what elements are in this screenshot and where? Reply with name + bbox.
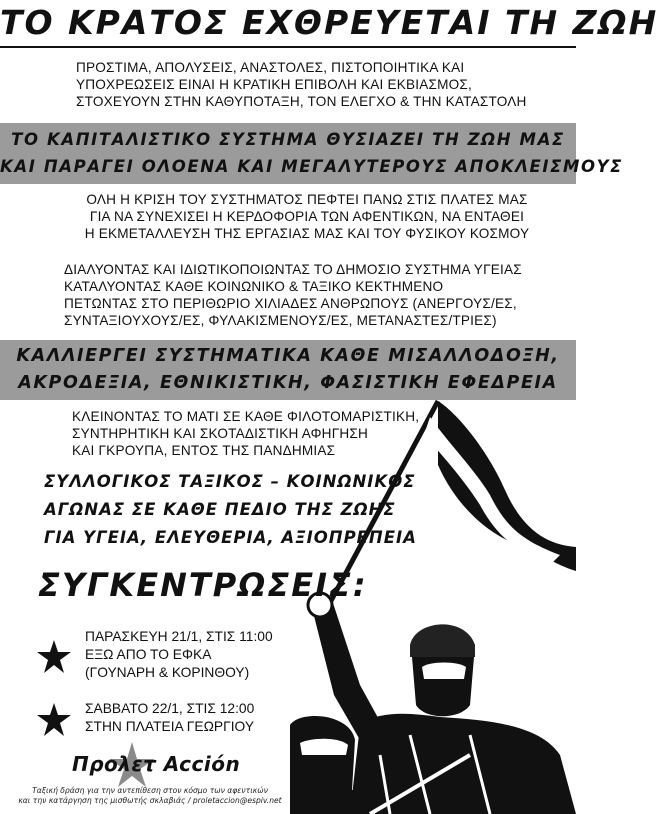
banner-line: ΚΑΙ ΠΑΡΑΓΕΙ ΟΛΟΕΝΑ ΚΑΙ ΜΕΓΑΛΥΤΕΡΟΥΣ ΑΠΟΚΛΕΙΣΜΟΥΣ [0,157,624,176]
closing-line: ΣΥΝΤΗΡΗΤΙΚΗ ΚΑΙ ΣΚΟΤΑΔΙΣΤΙΚΗ ΑΦΗΓΗΣΗ [72,426,369,441]
closing-line: ΚΑΙ ΓΚΡΟΥΠΑ, ΕΝΤΟΣ ΤΗΣ ΠΑΝΔΗΜΙΑΣ [72,443,336,458]
crisis-paragraph [74,191,540,242]
body [350,714,576,814]
event-line: (ΓΟΥΝΑΡΗ & ΚΟΡΙΝΘΟΥ) [85,665,250,680]
slogan-line: ΣΥΛΛΟΓΙΚΟΣ ΤΑΞΙΚΟΣ – ΚΟΙΝΩΝΙΚΟΣ [44,472,416,491]
banner-capitalism [0,123,624,184]
slogan-block [44,468,417,552]
beanie [410,624,475,657]
title-band [0,0,658,48]
footer-line: Ταξική δράση για την αντεπίθεση στον κόσμο των αφεντικών [32,786,268,795]
closing-paragraph [72,408,419,459]
intro-line: ΥΠΟΧΡΕΩΣΕΙΣ ΕΙΝΑΙ Η ΚΡΑΤΙΚΗ ΕΠΙΒΟΛΗ ΚΑΙ ΕΚΒΙΑΣΜΟΣ, [76,77,472,92]
footer [0,786,300,806]
event-line: ΣΤΗΝ ΠΛΑΤΕΙΑ ΓΕΩΡΓΙΟΥ [85,719,255,734]
event-line: ΠΑΡΑΣΚΕΥΗ 21/1, ΣΤΙΣ 11:00 [85,629,273,644]
slogan-line: ΓΙΑ ΥΓΕΙΑ, ΕΛΕΥΘΕΡΙΑ, ΑΞΙΟΠΡΕΠΕΙΑ [44,528,417,547]
event-line: ΕΞΩ ΑΠΟ ΤΟ ΕΦΚΑ [85,647,212,662]
flag-cloth [438,401,576,571]
star-icon [36,703,72,737]
health-paragraph [64,261,522,329]
logo-text: Προλετ Acción [72,752,241,776]
event-friday [85,628,273,682]
event-saturday [85,700,254,736]
health-line: ΣΥΝΤΑΞΙΟΥΧΟΥΣ/ΕΣ, ΦΥΛΑΚΙΣΜΕΝΟΥΣ/ΕΣ, ΜΕΤΑΝΑΣΤΕΣ/ΤΡΙΕΣ) [64,313,497,328]
slogan-line: ΑΓΩΝΑΣ ΣΕ ΚΑΘΕ ΠΕΔΙΟ ΤΗΣ ΖΩΗΣ [44,500,396,519]
footer-line: και την κατάργηση της μισθωτής σκλαβιάς / proletaccion@espiv.net [18,796,282,805]
banner-farright [0,340,576,400]
intro-line: ΠΡΟΣΤΙΜΑ, ΑΠΟΛΥΣΕΙΣ, ΑΝΑΣΤΟΛΕΣ, ΠΙΣΤΟΠΟΙΗΤΙΚΑ ΚΑΙ [76,60,465,75]
crisis-line: Η ΕΚΜΕΤΑΛΛΕΥΣΗ ΤΗΣ ΕΡΓΑΣΙΑΣ ΜΑΣ ΚΑΙ ΤΟΥ ΦΥΣΙΚΟΥ ΚΟΣΜΟΥ [84,226,530,241]
second-eyes [300,739,348,755]
intro-line: ΣΤΟΧΕΥΟΥΝ ΣΤΗΝ ΚΑΘΥΠΟΤΑΞΗ, ΤΟΝ ΕΛΕΓΧΟ & ΤΗΝ ΚΑΤΑΣΤΟΛΗ [76,94,527,109]
banner-line: ΚΑΛΛΙΕΡΓΕΙ ΣΥΣΤΗΜΑΤΙΚΑ ΚΑΘΕ ΜΙΣΑΛΛΟΔΟΞΗ, [16,346,560,366]
health-line: ΚΑΤΑΛΥΟΝΤΑΣ ΚΑΘΕ ΚΟΙΝΩΝΙΚΟ & ΤΑΞΙΚΟ ΚΕΚΤΗΜΕΝΟ [64,279,444,294]
poster-title: ΤΟ ΚΡΑΤΟΣ ΕΧΘΡΕΥΕΤΑΙ ΤΗ ΖΩΗ [0,3,658,42]
closing-line: ΚΛΕΙΝΟΝΤΑΣ ΤΟ ΜΑΤΙ ΣΕ ΚΑΘΕ ΦΙΛΟΤΟΜΑΡΙΣΤΙΚΗ, [72,409,420,424]
gatherings-heading: ΣΥΓΚΕΝΤΡΩΣΕΙΣ: [38,566,368,604]
crisis-line: ΟΛΗ Η ΚΡΙΣΗ ΤΟΥ ΣΥΣΤΗΜΑΤΟΣ ΠΕΦΤΕΙ ΠΑΝΩ ΣΤΙΣ ΠΛΑΤΕΣ ΜΑΣ [86,192,528,207]
health-line: ΠΕΤΩΝΤΑΣ ΣΤΟ ΠΕΡΙΘΩΡΙΟ ΧΙΛΙΑΔΕΣ ΑΝΘΡΩΠΟΥΣ (ΑΝΕΡΓΟΥΣ/ΕΣ, [64,296,517,311]
intro-paragraph [76,59,527,110]
banner-line: ΤΟ ΚΑΠΙΤΑΛΙΣΤΙΚΟ ΣΥΣΤΗΜΑ ΘΥΣΙΑΖΕΙ ΤΗ ΖΩΗ ΜΑΣ [11,130,565,149]
event-line: ΣΑΒΒΑΤΟ 22/1, ΣΤΙΣ 12:00 [85,701,255,716]
star-icon [36,640,72,674]
crisis-line: ΓΙΑ ΝΑ ΣΥΝΕΧΙΣΕΙ Η ΚΕΡΔΟΦΟΡΙΑ ΤΩΝ ΑΦΕΝΤΙΚΩΝ, ΝΑ ΕΝΤΑΘΕΙ [89,209,525,224]
banner-line: ΑΚΡΟΔΕΞΙΑ, ΕΘΝΙΚΙΣΤΙΚΗ, ΦΑΣΙΣΤΙΚΗ ΕΦΕΔΡΕΙΑ [18,373,558,393]
eyes-band [422,663,466,680]
health-line: ΔΙΑΛΥΟΝΤΑΣ ΚΑΙ ΙΔΙΩΤΙΚΟΠΟΙΩΝΤΑΣ ΤΟ ΔΗΜΟΣΙΟ ΣΥΣΤΗΜΑ ΥΓΕΙΑΣ [64,262,522,277]
second-body [290,790,370,814]
